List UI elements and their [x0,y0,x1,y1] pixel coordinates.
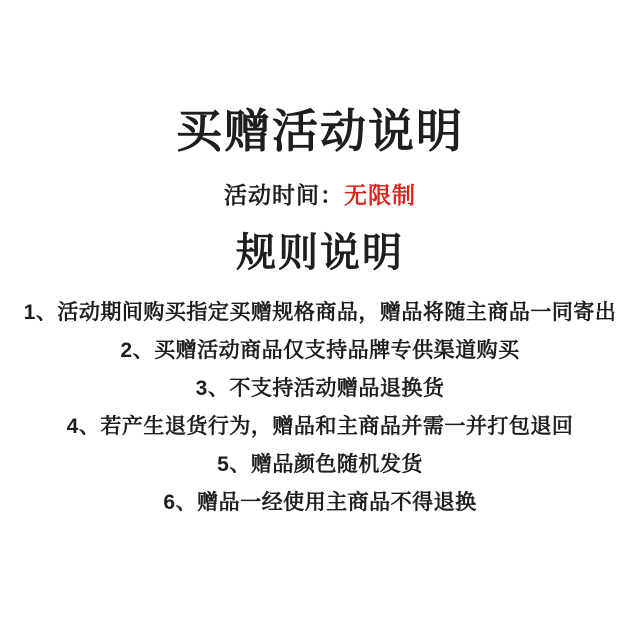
rules-heading: 规则说明 [236,231,404,276]
rule-item: 4、若产生退货行为，赠品和主商品并需一并打包退回 [66,415,574,439]
activity-time-label: 活动时间： [224,182,344,209]
rules-list [24,302,617,530]
rule-item: 3、不支持活动赠品退换货 [195,377,445,401]
page-title: 买赠活动说明 [176,105,464,157]
rule-item: 5、赠品颜色随机发货 [217,453,423,477]
rule-item: 1、活动期间购买指定买赠规格商品，赠品将随主商品一同寄出 [23,301,617,325]
activity-time-value: 无限制 [344,182,416,209]
activity-time-row [224,183,416,208]
rule-item: 6、赠品一经使用主商品不得退换 [163,491,477,515]
rule-item: 2、买赠活动商品仅支持品牌专供渠道购买 [120,339,520,363]
